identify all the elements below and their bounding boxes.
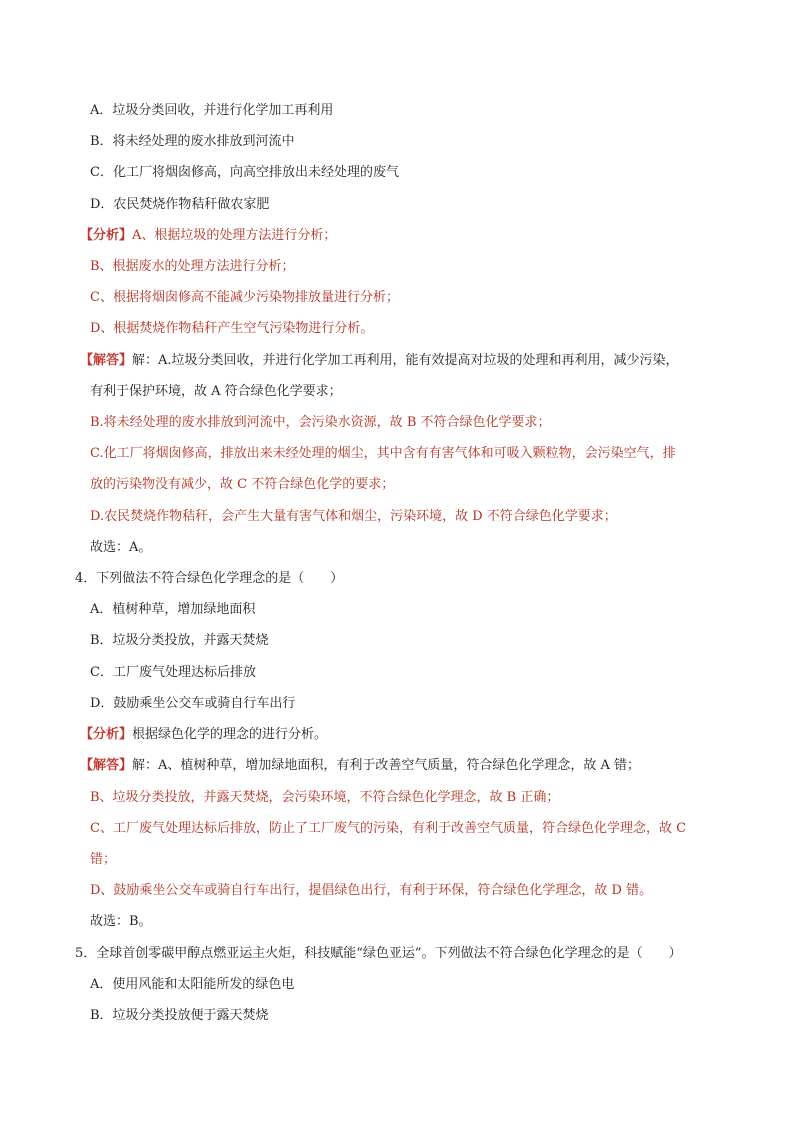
q3-answer-line: D.农民焚烧作物秸秆，会产生大量有害气体和烟尘，污染环境，故 D 不符合绿色化学要求；: [90, 509, 617, 524]
q3-answer-label: 【解答】: [80, 353, 133, 368]
q4-conclusion: 故选：B。: [90, 914, 152, 929]
q3-answer: [80, 353, 679, 369]
q3-option-b: B．将未经处理的废水排放到河流中: [90, 134, 295, 149]
q3-answer-line: 放的污染物没有减少，故 C 不符合绿色化学的要求；: [90, 477, 395, 492]
q4-answer-line: 错；: [90, 852, 117, 867]
q4-option-c: C．工厂废气处理达标后排放: [90, 665, 256, 680]
q3-option-d: D．农民焚烧作物秸秆做农家肥: [90, 197, 270, 212]
q3-analysis-label: 【分析】: [80, 228, 133, 243]
q5-stem: 5．全球首创零碳甲醇点燃亚运主火炬，科技赋能“绿色亚运”。下列做法不符合绿色化学理念的是（ ）: [75, 946, 682, 961]
q3-answer-line: 有利于保护环境，故 A 符合绿色化学要求；: [90, 384, 342, 399]
q3-analysis-line: D、根据焚烧作物秸秆产生空气污染物进行分析。: [90, 321, 374, 336]
q5-option-a: A．使用风能和太阳能所发的绿色电: [90, 977, 295, 992]
q3-analysis-line: C、根据将烟囱修高不能减少污染物排放量进行分析；: [90, 290, 399, 305]
q4-analysis-label: 【分析】: [80, 727, 133, 742]
q3-analysis-line: A、根据垃圾的处理方法进行分析；: [132, 228, 337, 243]
q3-answer-line: 解：A.垃圾分类回收，并进行化学加工再利用，能有效提高对垃圾的处理和再利用，减少污染，: [132, 353, 679, 368]
q4-analysis-text: 根据绿色化学的理念的进行分析。: [132, 727, 328, 742]
q4-answer: [80, 758, 640, 774]
q4-answer-line: 解：A、植树种草，增加绿地面积，有利于改善空气质量，符合绿色化学理念，故 A 错；: [132, 758, 641, 773]
q3-answer-line: B.将未经处理的废水排放到河流中，会污染水资源，故 B 不符合绿色化学要求；: [90, 415, 551, 430]
q3-analysis: [80, 228, 336, 244]
q3-answer-line: C.化工厂将烟囱修高，排放出来未经处理的烟尘，其中含有有害气体和可吸入颗粒物，会污染空气，排: [90, 446, 676, 461]
q3-analysis-line: B、根据废水的处理方法进行分析；: [90, 259, 295, 274]
q4-answer-label: 【解答】: [80, 758, 133, 773]
q4-stem: 4．下列做法不符合绿色化学理念的是（ ）: [75, 571, 344, 586]
q4-option-a: A．植树种草，增加绿地面积: [90, 602, 256, 617]
q4-answer-line: C、工厂废气处理达标后排放，防止了工厂废气的污染，有利于改善空气质量，符合绿色化学理念，故 C: [90, 821, 687, 836]
q3-option-a: A．垃圾分类回收，并进行化学加工再利用: [90, 103, 334, 118]
q4-analysis: [80, 727, 327, 743]
q4-answer-line: D、鼓励乘坐公交车或骑自行车出行，提倡绿色出行，有利于环保，符合绿色化学理念，故 D 错。: [90, 883, 653, 898]
q4-answer-line: B、垃圾分类投放，并露天焚烧，会污染环境，不符合绿色化学理念，故 B 正确；: [90, 790, 560, 805]
q5-option-b: B．垃圾分类投放便于露天焚烧: [90, 1008, 269, 1023]
q4-option-b: B．垃圾分类投放，并露天焚烧: [90, 633, 269, 648]
q3-option-c: C．化工厂将烟囱修高，向高空排放出未经处理的废气: [90, 165, 399, 180]
q3-conclusion: 故选：A。: [90, 540, 152, 555]
q4-option-d: D．鼓励乘坐公交车或骑自行车出行: [90, 696, 296, 711]
